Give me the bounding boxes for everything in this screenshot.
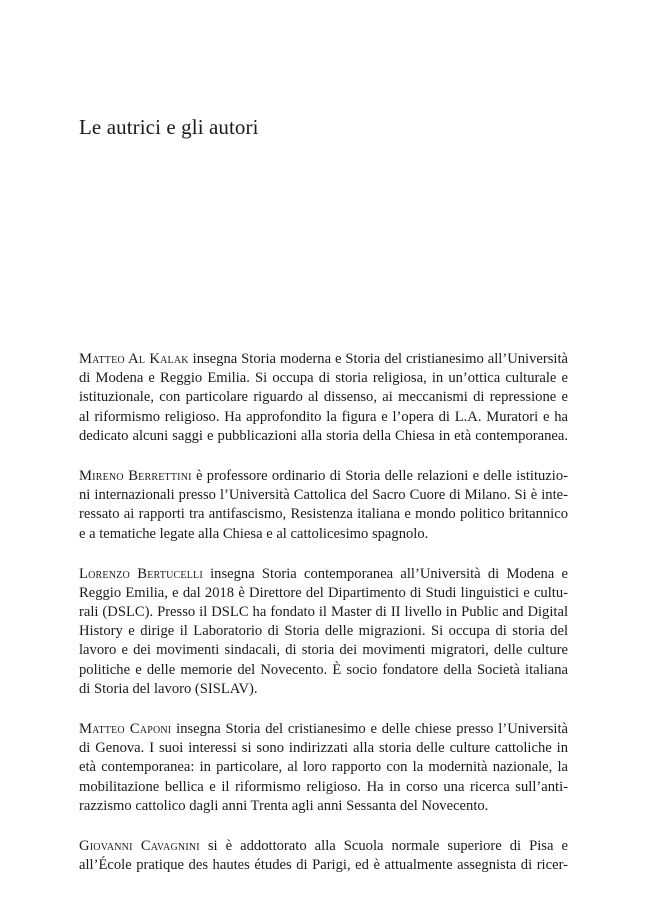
bio-line: ressato ai rapporti tra antifascismo, Resistenza italiana e mondo politico britannico — [79, 506, 568, 523]
bio-line: ni internazionali presso l’Università Cattolica del Sacro Cuore di Milano. Si è inte- — [79, 487, 568, 504]
page-title: Le autrici e gli autori — [79, 115, 259, 139]
bio-line: politiche e delle memorie del Novecento. È socio fondatore della Società italiana — [79, 661, 568, 678]
bio-line: al riformismo religioso. Ha approfondito la figura e l’opera di L.A. Muratori e ha — [79, 408, 568, 425]
bio-line: di Genova. I suoi interessi si sono indirizzati alla storia delle culture cattoliche in — [79, 740, 568, 757]
author-bio-berrettini — [79, 467, 568, 544]
bio-line: lavoro e dei movimenti sindacali, di storia dei movimenti migratori, delle culture — [79, 642, 568, 659]
bio-line: Mireno Berrettini è professore ordinario di Storia delle relazioni e delle istituzio- — [79, 467, 569, 484]
author-name: Matteo Caponi — [79, 721, 172, 737]
author-bio-al-kalak — [79, 350, 568, 446]
bio-line: Matteo Al Kalak insegna Storia moderna e Storia del cristianesimo all’Università — [79, 351, 569, 367]
author-name: Matteo Al Kalak — [79, 351, 189, 367]
author-bio-caponi — [79, 720, 568, 816]
bio-line: età contemporanea: in particolare, al loro rapporto con la modernità nazionale, la — [79, 759, 568, 776]
bio-line: razzismo cattolico dagli anni Trenta agli anni Sessanta del Novecento. — [79, 797, 489, 814]
author-name: Lorenzo Bertucelli — [79, 565, 203, 582]
bio-line: mobilitazione bellica e il riformismo religioso. Ha in corso una ricerca sull’anti- — [79, 778, 568, 795]
bio-line: istituzionale, con particolare riguardo al dissenso, ai meccanismi di repressione e — [79, 389, 568, 406]
author-name: Giovanni Cavagnini — [79, 837, 200, 854]
author-bio-cavagnini — [79, 837, 568, 875]
bio-line: dedicato alcuni saggi e pubblicazioni alla storia della Chiesa in età contemporanea. — [79, 427, 568, 444]
author-bio-bertucelli — [79, 565, 568, 699]
bio-line: History e dirige il Laboratorio di Storia delle migrazioni. Si occupa di storia del — [79, 623, 568, 640]
bio-line: rali (DSLC). Presso il DSLC ha fondato il Master di II livello in Public and Digital — [79, 604, 568, 621]
bio-line: Lorenzo Bertucelli insegna Storia contemporanea all’Università di Modena e — [79, 565, 568, 582]
author-name: Mireno Berrettini — [79, 467, 192, 484]
bio-line: Matteo Caponi insegna Storia del cristianesimo e delle chiese presso l’Università — [79, 721, 568, 737]
bio-line: di Modena e Reggio Emilia. Si occupa di storia religiosa, in un’ottica culturale e — [79, 370, 568, 387]
bio-line: e a tematiche legate alla Chiesa e al cattolicesimo spagnolo. — [79, 525, 429, 542]
bio-line: all’École pratique des hautes études di Parigi, ed è attualmente assegnista di ricer- — [79, 857, 568, 874]
bio-line: di Storia del lavoro (SISLAV). — [79, 680, 258, 697]
bio-line: Reggio Emilia, e dal 2018 è Direttore del Dipartimento di Studi linguistici e cultu- — [79, 584, 568, 601]
author-bios — [79, 350, 568, 896]
bio-line: Giovanni Cavagnini si è addottorato alla Scuola normale superiore di Pisa e — [79, 837, 568, 854]
